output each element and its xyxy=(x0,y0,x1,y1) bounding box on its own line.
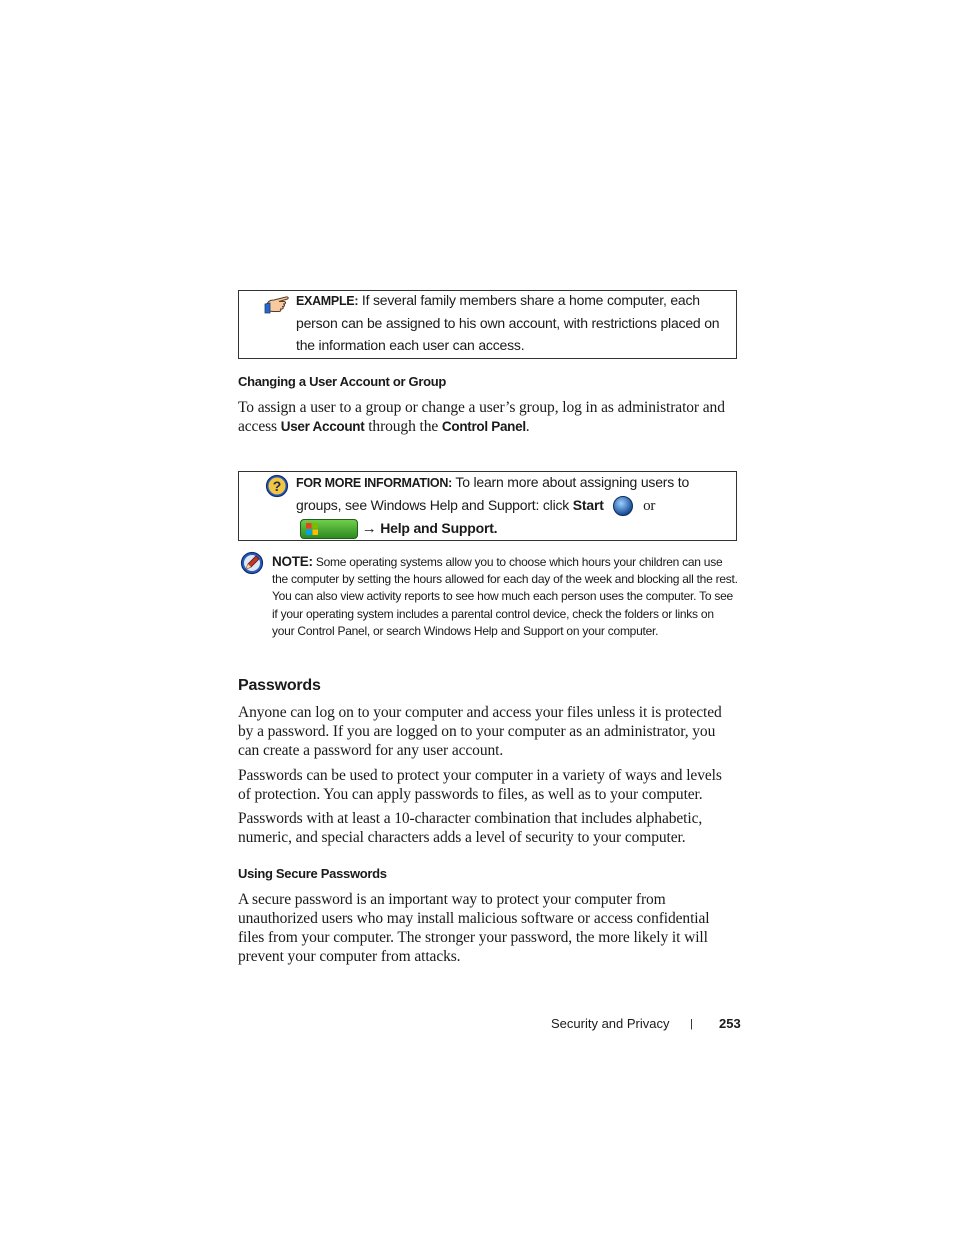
user-account-label: User Account xyxy=(280,419,365,434)
note-pencil-icon xyxy=(240,551,264,575)
info-line-1-text: To learn more about assigning users to xyxy=(455,474,690,490)
windows-start-orb-icon xyxy=(613,496,633,516)
info-line-2 xyxy=(296,494,728,517)
section-heading-changing-account: Changing a User Account or Group xyxy=(238,374,447,389)
para-text: through the xyxy=(364,418,442,435)
section-heading-passwords: Passwords xyxy=(238,677,321,694)
control-panel-label: Control Panel xyxy=(441,419,526,434)
svg-text:?: ? xyxy=(272,478,282,494)
info-text xyxy=(296,471,728,540)
example-text xyxy=(296,289,728,356)
note-label: NOTE: xyxy=(272,554,313,569)
info-line-1 xyxy=(296,471,728,494)
info-label: FOR MORE INFORMATION: xyxy=(296,476,452,490)
question-mark-icon xyxy=(265,474,289,498)
windows-flag-icon xyxy=(306,523,318,535)
page-number: 253 xyxy=(719,1016,741,1031)
example-label: EXAMPLE: xyxy=(296,294,359,308)
pointing-hand-icon xyxy=(264,292,290,316)
footer-section-title: Security and Privacy xyxy=(551,1016,670,1031)
passwords-paragraph-1: Anyone can log on to your computer and access your files unless it is protected by a password. If you are logged on to your computer as an administrator, you can create a password for any user account. xyxy=(238,704,722,759)
footer-separator: | xyxy=(690,1018,693,1030)
example-body: If several family members share a home computer, each person can be assigned to his own account, with restrictions placed on the information each user can access. xyxy=(296,292,720,353)
changing-account-paragraph xyxy=(238,398,738,436)
info-line-3 xyxy=(300,517,728,540)
help-and-support-label: Help and Support. xyxy=(380,520,498,536)
secure-passwords-paragraph: A secure password is an important way to protect your computer from unauthorized users who may install malicious software or access confidential files from your computer. The stronger your password, the more likely it will prevent your computer from attacks. xyxy=(238,891,710,965)
para-text: . xyxy=(525,418,530,435)
passwords-paragraph-2: Passwords can be used to protect your computer in a variety of ways and levels of protection. You can apply passwords to files, as well as to your computer. xyxy=(238,767,722,803)
windows-start-button-icon xyxy=(300,519,358,539)
arrow-glyph: → xyxy=(361,521,377,537)
note-text: Some operating systems allow you to choose which hours your children can use the computer by setting the hours allowed for each day of the week and blocking all the rest. You can also view activity reports to see how much each person uses the computer. To see if your operating system includes a parental control device, check the folders or links on your Control Panel, or search Windows Help and Support on your computer. xyxy=(272,555,738,638)
note-block xyxy=(272,553,738,640)
or-text: or xyxy=(643,498,656,514)
start-label: Start xyxy=(572,497,604,513)
para-text: To assign a user to a group or change a user’s group, log in as administrator and access xyxy=(238,399,725,435)
info-line-2-text: groups, see Windows Help and Support: click xyxy=(296,497,573,513)
passwords-paragraph-3: Passwords with at least a 10-character combination that includes alphabetic, numeric, and special characters adds a level of security to your computer. xyxy=(238,810,703,846)
section-heading-secure-passwords: Using Secure Passwords xyxy=(238,866,387,881)
